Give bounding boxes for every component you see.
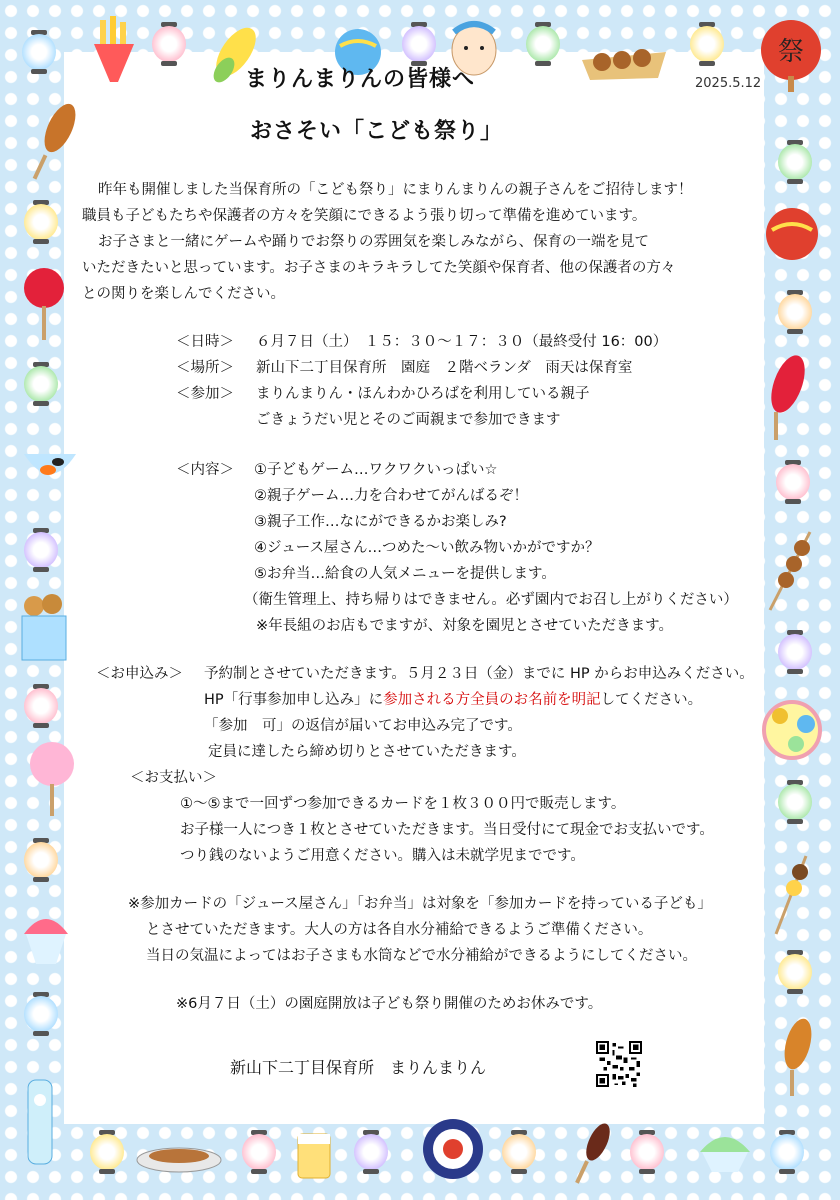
paper-lantern-icon (778, 950, 812, 994)
join-value: まりんまりん・ほんわかひろばを利用している親子 (256, 386, 590, 402)
target-icon (420, 1116, 486, 1182)
apply-emphasis: 参加される方全員のお名前を明記 (383, 692, 601, 708)
contents-note: ※年長組のお店もでますが、対象を園児とさせていただきます。 (256, 618, 673, 634)
paper-lantern-icon (778, 630, 812, 674)
paper-lantern-icon (502, 1130, 536, 1174)
paper-lantern-icon (778, 140, 812, 184)
corndog-icon (22, 98, 82, 182)
takoyaki-icon (578, 34, 670, 82)
join-value: ごきょうだい児とそのご両親まで参加できます (256, 412, 561, 428)
paper-lantern-icon (24, 200, 58, 244)
paper-lantern-icon (24, 684, 58, 728)
paper-lantern-icon (24, 362, 58, 406)
paper-lantern-icon (152, 22, 186, 66)
apply-line: 定員に達したら締め切りとさせていただきます。 (208, 744, 526, 760)
note-line: ※参加カードの「ジュース屋さん」「お弁当」は対象を「参加カードを持っている子ども」 (128, 896, 712, 912)
contents-item: ①子どもゲーム…ワクワクいっぱい☆ (254, 462, 498, 478)
paper-lantern-icon (354, 1130, 388, 1174)
yakitori-icon (760, 528, 820, 612)
intro-line: との関りを楽しんでください。 (82, 286, 285, 302)
apply-line: HP「行事参加申し込み」に参加される方全員のお名前を明記してください。 (204, 692, 703, 708)
paper-lantern-icon (242, 1130, 276, 1174)
qr-code-icon[interactable] (596, 1041, 642, 1087)
candy-apple-icon (16, 262, 72, 342)
intro-line: いただきたいと思っています。お子さまのキラキラしてた笑顔や保育者、他の保護者の方々 (82, 260, 676, 276)
candy-bottle-icon (762, 350, 812, 442)
paper-lantern-icon (24, 838, 58, 882)
contents-note: （衛生管理上、持ち帰りはできません。必ず園内でお召し上がりください） (244, 592, 738, 608)
page-title: まりんまりんの皆様へ (245, 67, 476, 92)
issue-date: 2025.5.12 (695, 76, 762, 91)
juice-icon (290, 1126, 340, 1182)
page-subtitle: おさそい「こども祭り」 (250, 119, 504, 144)
paper-lantern-icon (24, 992, 58, 1036)
fan-icon (756, 18, 826, 94)
paper-lantern-icon (778, 290, 812, 334)
place-label: ＜場所＞ (176, 360, 234, 376)
cotton-candy-icon (22, 738, 82, 818)
yoyo-balloon-icon (760, 196, 824, 266)
contents-item: ⑤お弁当…給食の人気メニューを提供します。 (254, 566, 556, 582)
note-line: とさせていただきます。大人の方は各自水分補給できるようご準備ください。 (146, 922, 653, 938)
payment-label: ＜お支払い＞ (130, 770, 217, 786)
paper-lantern-icon (630, 1130, 664, 1174)
yoyo-balloon-icon (752, 694, 832, 764)
payment-line: お子様一人につき１枚とさせていただきます。当日受付にて現金でお支払いです。 (180, 822, 714, 838)
apply-line: 「参加 可」の返信が届いてお申込み完了です。 (204, 718, 522, 734)
svg-text:祭: 祭 (777, 37, 805, 67)
paper-lantern-icon (526, 22, 560, 66)
apply-line: 予約制とさせていただきます。５月２３日（金）までに HP からお申込みください。 (204, 666, 754, 682)
contents-item: ②親子ゲーム…力を合わせてがんばるぞ！ (254, 488, 528, 504)
date-value: ６月７日（土） １５：３０～１７：３０（最終受付 16：00） (256, 334, 668, 350)
paper-lantern-icon (690, 22, 724, 66)
french-fries-icon (88, 14, 140, 84)
place-value: 新山下二丁目保育所 園庭 ２階ベランダ 雨天は保育室 (256, 360, 633, 376)
paper-lantern-icon (770, 1130, 804, 1174)
ramune-icon (20, 1060, 60, 1170)
intro-line: 昨年も開催しました当保育所の「こども祭り」にまりんまりんの親子さんをご招待します！ (98, 182, 693, 198)
organization-name: 新山下二丁目保育所 まりんまりん (230, 1058, 487, 1077)
yakisoba-icon (134, 1136, 224, 1176)
note-line: ※6月７日（土）の園庭開放は子ども祭り開催のためお休みです。 (176, 996, 603, 1012)
paper-lantern-icon (90, 1130, 124, 1174)
paper-lantern-icon (776, 460, 810, 504)
goldfish-icon (18, 424, 82, 500)
intro-line: 職員も子どもたちや保護者の方々を笑顔にできるよう張り切って準備を進めています。 (82, 208, 647, 224)
shaved-ice-icon (694, 1126, 756, 1176)
paper-lantern-icon (24, 528, 58, 572)
shaved-ice-icon (16, 904, 76, 968)
yakitori-icon (770, 852, 814, 936)
paper-lantern-icon (778, 780, 812, 824)
payment-line: ①～⑤まで一回ずつ参加できるカードを１枚３００円で販売します。 (180, 796, 626, 812)
contents-item: ④ジュース屋さん…つめた～い飲み物いかがですか？ (254, 540, 600, 556)
chocolate-banana-icon (566, 1120, 616, 1186)
paper-lantern-icon (22, 30, 56, 74)
date-label: ＜日時＞ (176, 334, 234, 350)
join-label: ＜参加＞ (176, 386, 234, 402)
note-line: 当日の気温によってはお子さまも水筒などで水分補給ができるようにしてください。 (146, 948, 697, 964)
payment-line: つり銭のないようご用意ください。購入は未就学児までです。 (180, 848, 585, 864)
contents-label: ＜内容＞ (176, 462, 234, 478)
apply-label: ＜お申込み＞ (96, 666, 183, 682)
paper-lantern-icon (402, 22, 436, 66)
contents-item: ③親子工作…なにができるかお楽しみ? (254, 514, 507, 530)
corndog-icon (770, 1014, 822, 1098)
karaage-cup-icon (16, 590, 72, 664)
intro-line: お子さまと一緒にゲームや踊りでお祭りの雰囲気を楽しみながら、保育の一端を見て (98, 234, 649, 250)
